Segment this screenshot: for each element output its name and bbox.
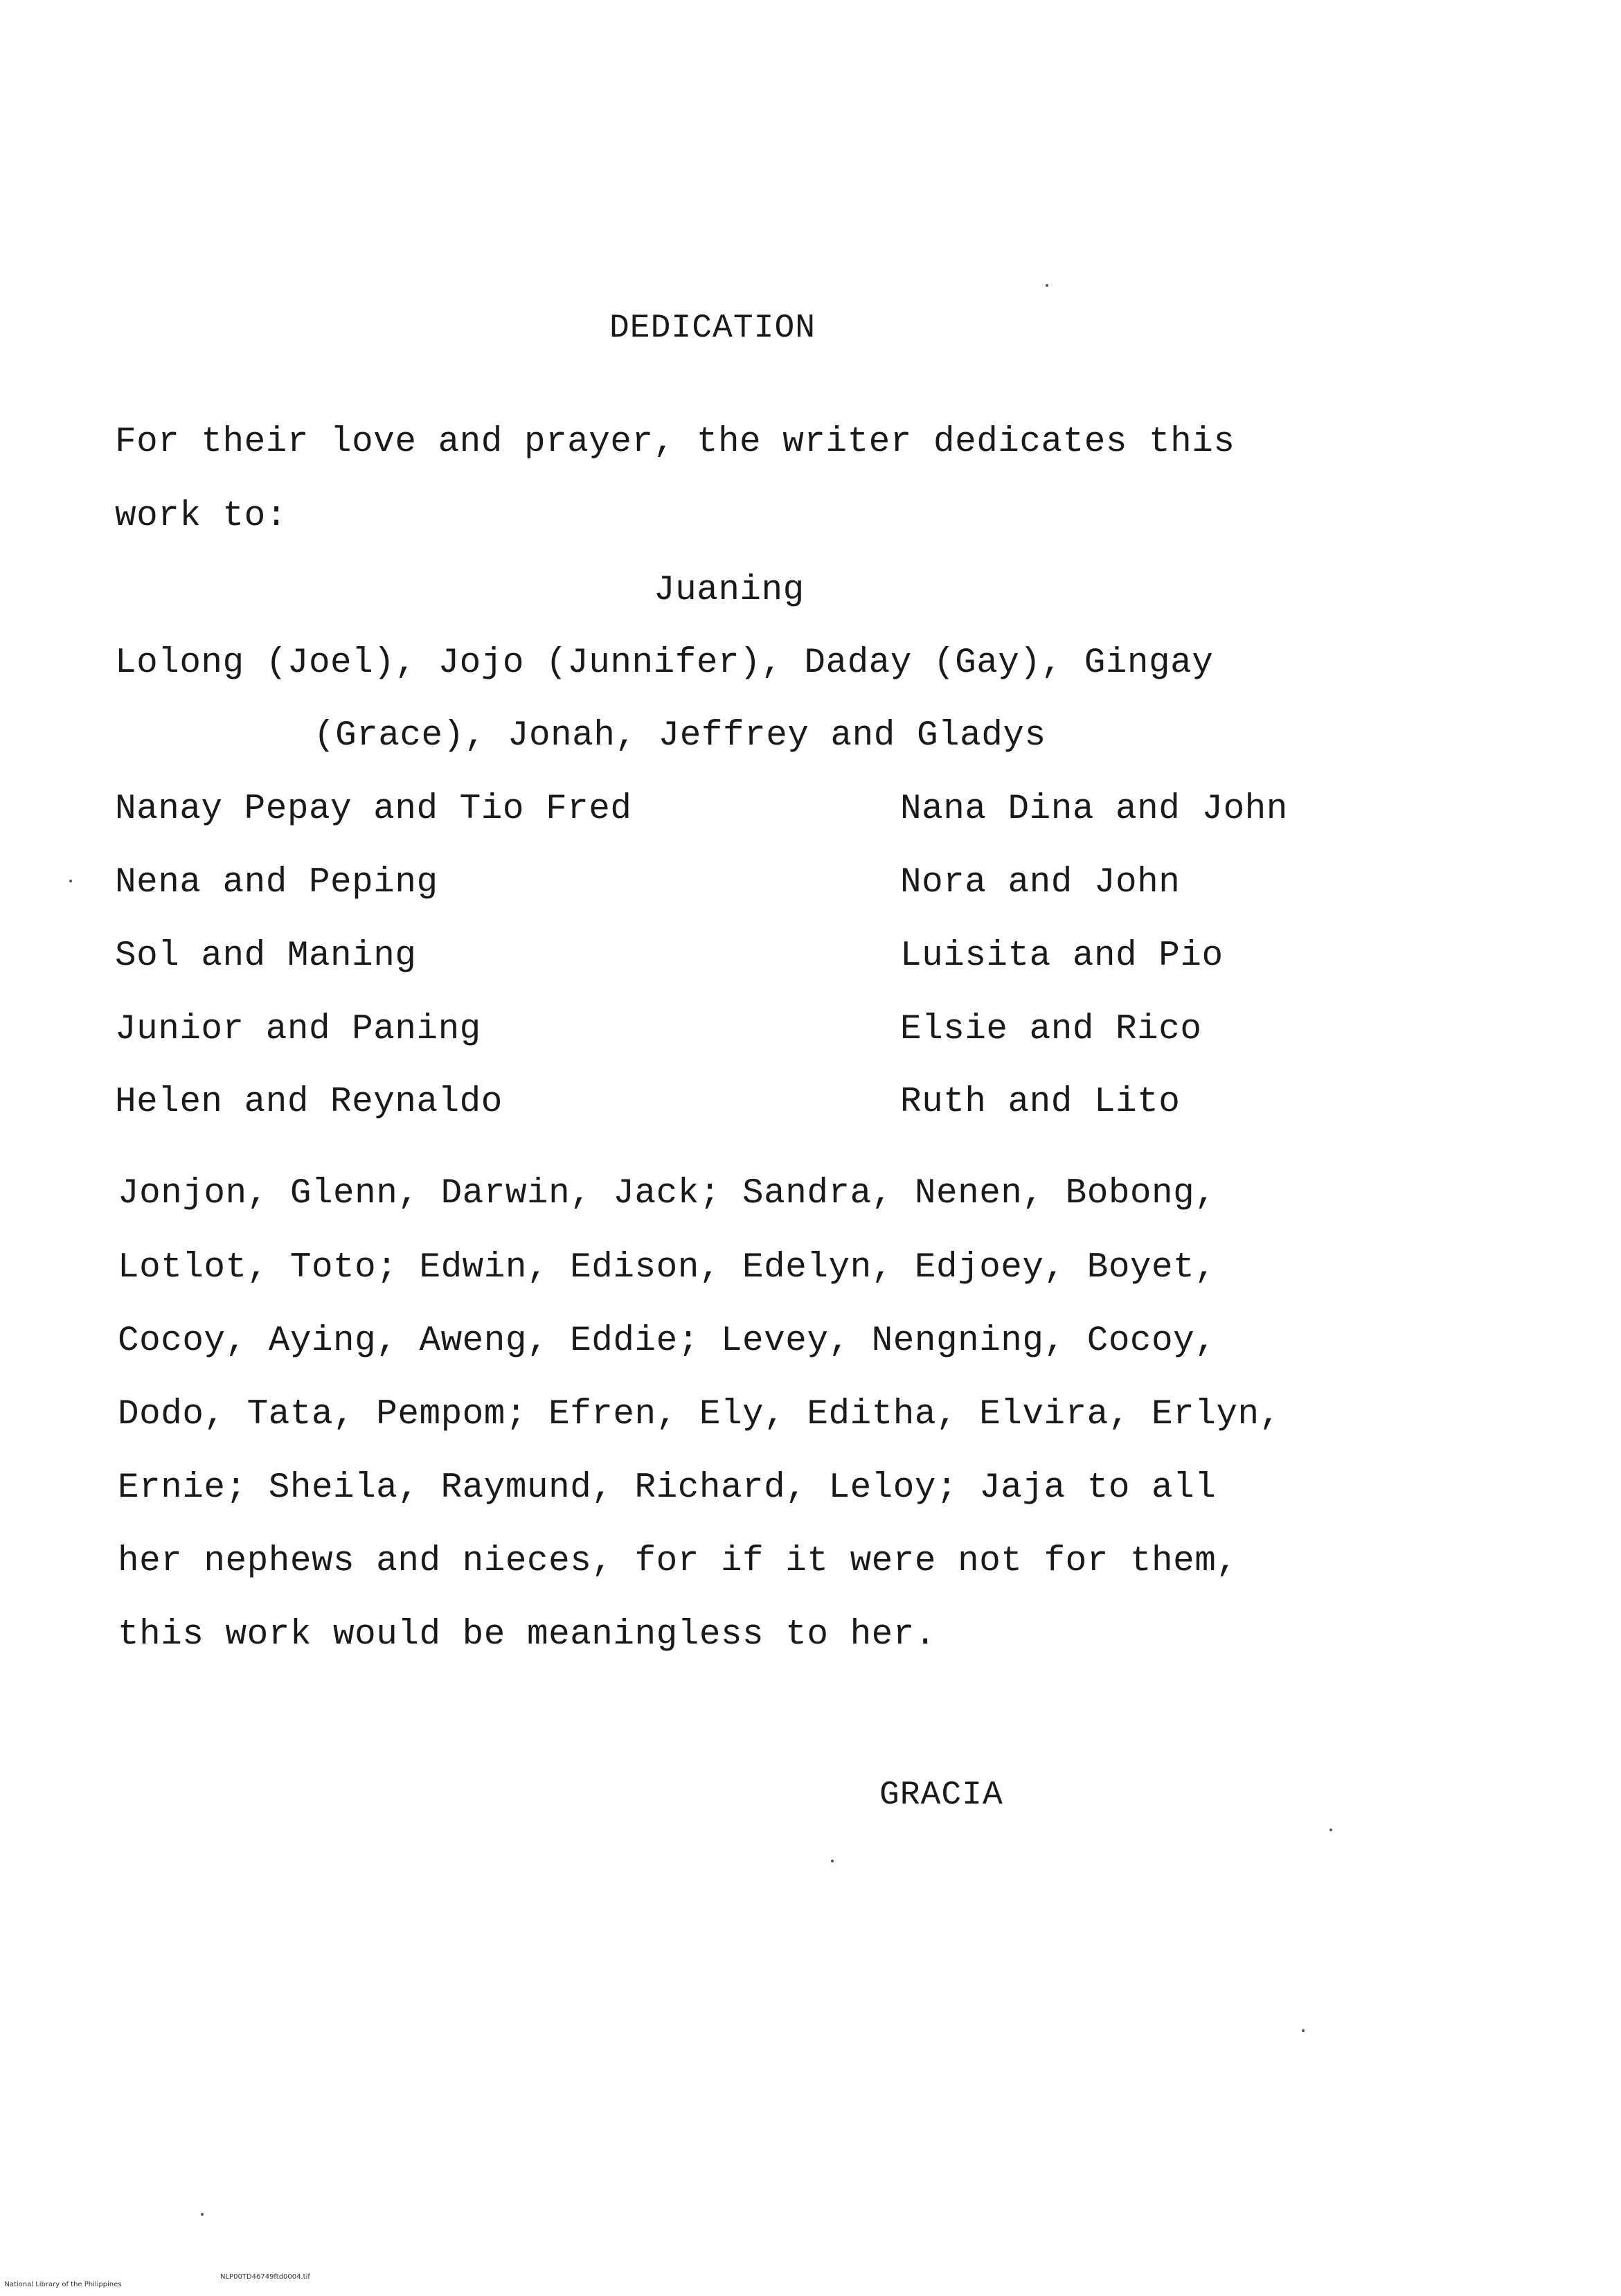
relative-left-5: Helen and Reynaldo: [115, 1083, 503, 1122]
closing-line-7: this work would be meaningless to her.: [118, 1615, 936, 1655]
closing-line-1: Jonjon, Glenn, Darwin, Jack; Sandra, Nenen, Bobong,: [118, 1174, 1217, 1213]
scan-speck: [201, 2213, 204, 2216]
signature: GRACIA: [879, 1777, 1003, 1814]
relative-right-2: Nora and John: [900, 863, 1181, 902]
footer-filename: NLP00TD46749ftd0004.tif: [220, 2273, 310, 2281]
relative-right-3: Luisita and Pio: [900, 936, 1224, 976]
closing-line-3: Cocoy, Aying, Aweng, Eddie; Levey, Nengning, Cocoy,: [118, 1321, 1217, 1361]
relative-left-2: Nena and Peping: [115, 863, 438, 902]
relative-left-3: Sol and Maning: [115, 936, 417, 976]
intro-line-2: work to:: [115, 497, 287, 536]
scan-speck: [69, 880, 72, 882]
relative-right-1: Nana Dina and John: [900, 790, 1288, 829]
footer-library: National Library of the Philippines: [4, 2281, 122, 2288]
family-children-line-1: Lolong (Joel), Jojo (Junnifer), Daday (Gay), Gingay: [115, 643, 1214, 683]
relative-right-4: Elsie and Rico: [900, 1010, 1202, 1049]
scan-speck: [1329, 1828, 1332, 1831]
scan-speck: [1302, 2029, 1305, 2032]
relative-right-5: Ruth and Lito: [900, 1083, 1181, 1122]
closing-line-2: Lotlot, Toto; Edwin, Edison, Edelyn, Edjoey, Boyet,: [118, 1248, 1217, 1288]
relative-left-1: Nanay Pepay and Tio Fred: [115, 790, 632, 829]
scan-speck: [831, 1860, 834, 1862]
closing-line-6: her nephews and nieces, for if it were not for them,: [118, 1542, 1238, 1581]
family-head: Juaning: [654, 571, 805, 610]
closing-line-4: Dodo, Tata, Pempom; Efren, Ely, Editha, Elvira, Erlyn,: [118, 1395, 1281, 1434]
scan-footer: [0, 2273, 310, 2296]
scan-speck: [1046, 284, 1048, 287]
family-children-line-2: (Grace), Jonah, Jeffrey and Gladys: [314, 716, 1046, 756]
relative-left-4: Junior and Paning: [115, 1010, 481, 1049]
closing-line-5: Ernie; Sheila, Raymund, Richard, Leloy; Jaja to all: [118, 1468, 1217, 1508]
intro-line-1: For their love and prayer, the writer dedicates this: [115, 422, 1235, 462]
page-title: DEDICATION: [609, 310, 816, 347]
